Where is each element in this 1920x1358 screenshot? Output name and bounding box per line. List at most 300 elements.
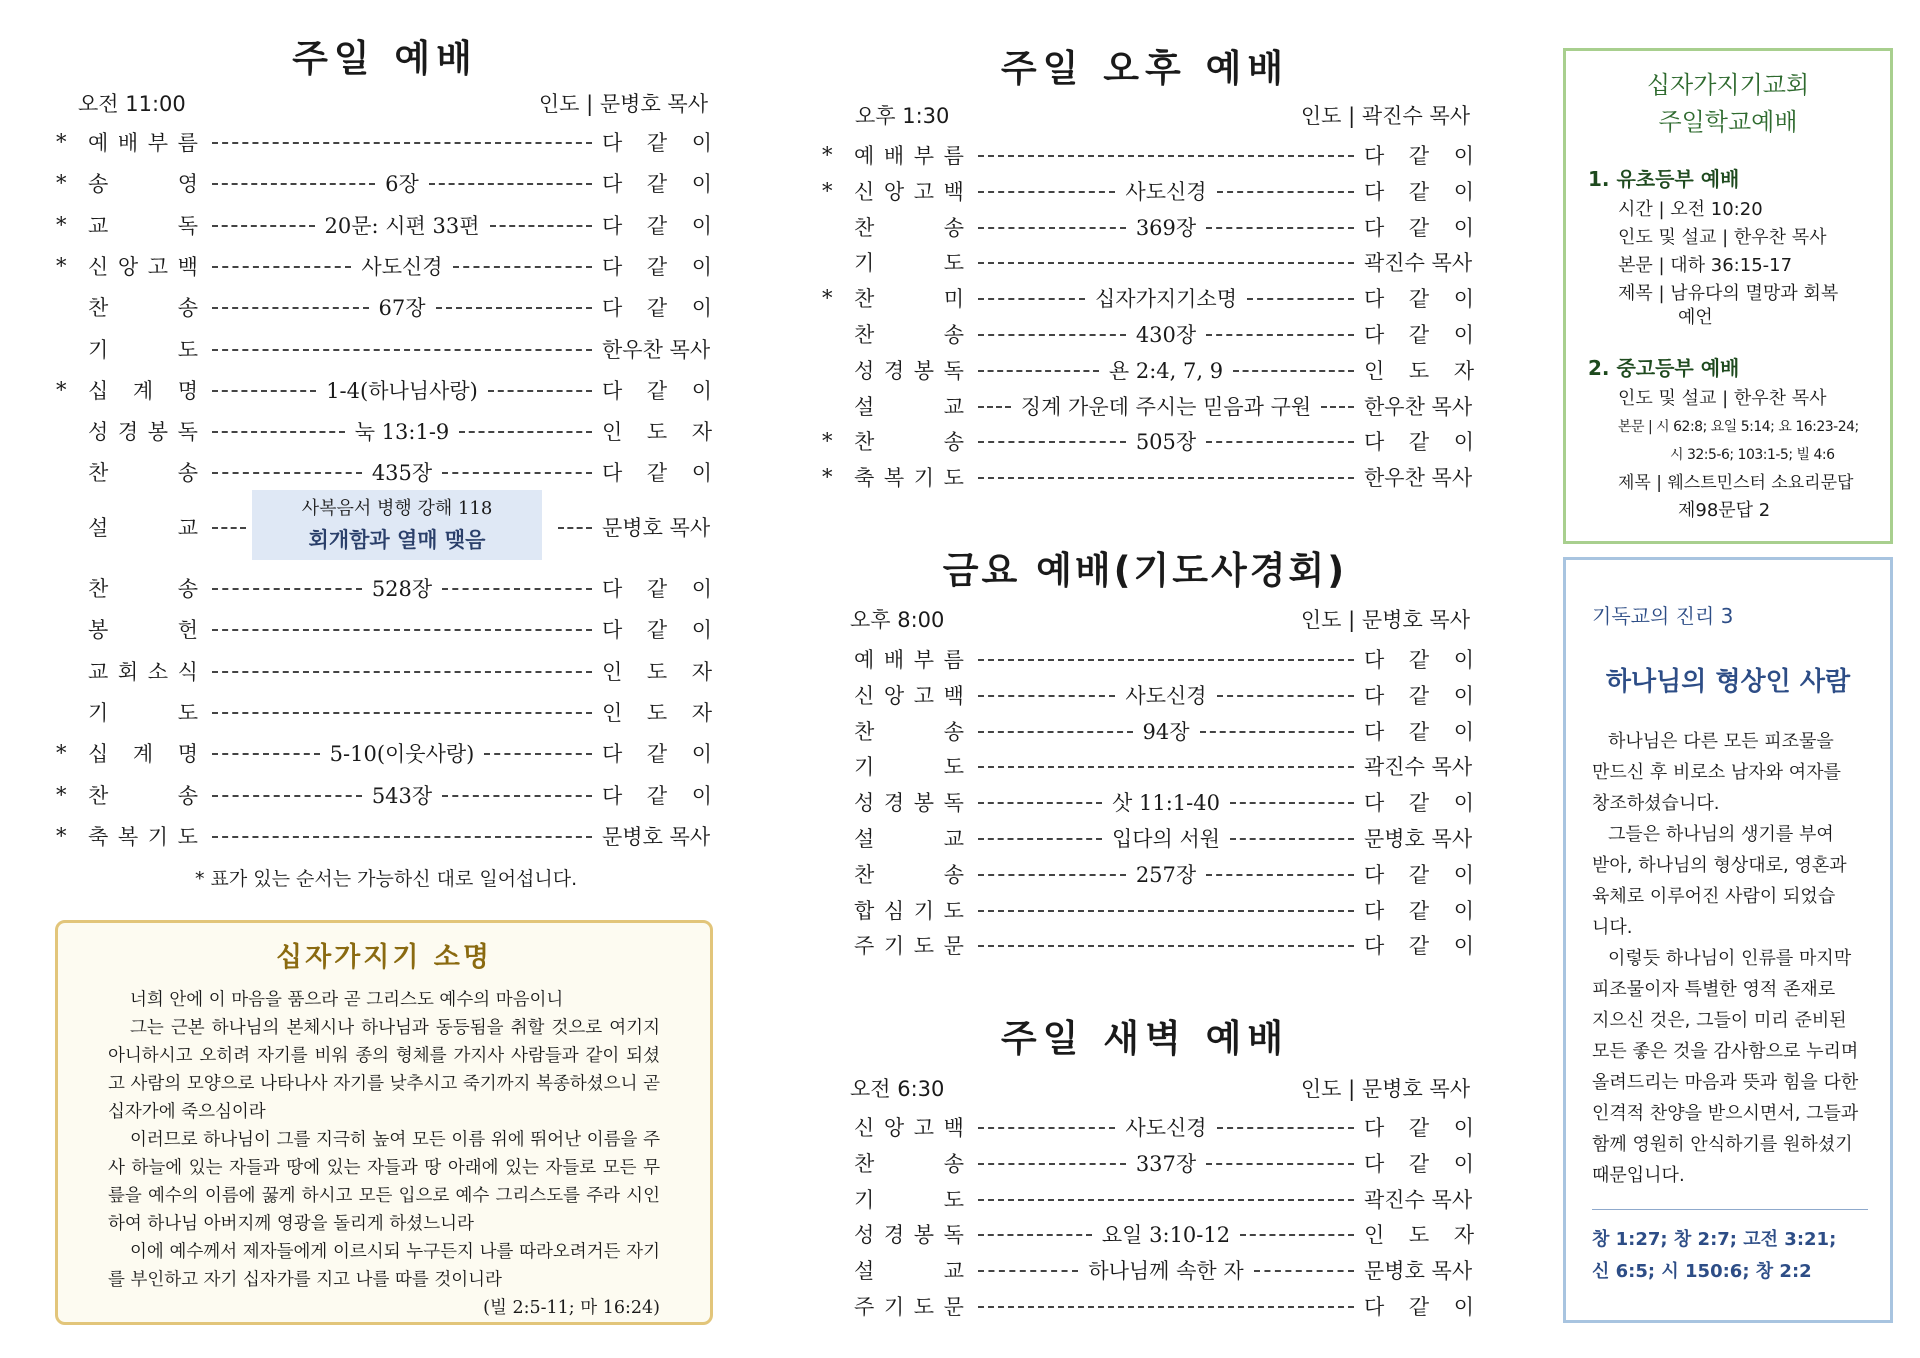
order-performer: 다 같 이 xyxy=(602,783,712,808)
order-item xyxy=(52,571,712,605)
dash-line xyxy=(1254,1270,1354,1272)
dash-line xyxy=(978,441,1126,443)
order-leader-line xyxy=(212,210,592,240)
order-leader-line xyxy=(212,457,592,487)
order-label: 찬 미 xyxy=(854,287,964,312)
order-leader-line xyxy=(212,168,592,198)
order-leader-line xyxy=(212,627,592,631)
dash-line xyxy=(978,334,1126,336)
standing-note: * 표가 있는 순서는 가능하신 대로 일어섭니다. xyxy=(195,868,578,890)
school-line: 제98문답 2 xyxy=(1678,500,1771,521)
order-item xyxy=(818,1182,1474,1216)
order-leader-line xyxy=(978,319,1354,349)
order-content: 사도신경 xyxy=(1125,179,1207,204)
order-item xyxy=(52,332,712,366)
school-line: 제목 | 남유다의 멸망과 회복 xyxy=(1618,283,1839,304)
order-item xyxy=(52,290,712,324)
order-content: 사도신경 xyxy=(1125,1116,1207,1140)
standing-mark: * xyxy=(56,823,67,848)
truth-line: 올려드리는 마음과 뜻과 힘을 다한 xyxy=(1592,1072,1859,1093)
sunday-meta xyxy=(78,88,708,118)
dash-line xyxy=(1200,731,1354,733)
dash-line xyxy=(1321,406,1354,408)
order-label: 기 도 xyxy=(854,755,964,780)
order-performer: 문병호 목사 xyxy=(602,516,711,540)
order-performer: 다 같 이 xyxy=(1364,179,1474,204)
order-content: 6장 xyxy=(385,172,419,197)
dash-line xyxy=(1247,298,1354,300)
order-label: 찬 송 xyxy=(854,215,964,240)
dash-line xyxy=(978,731,1133,733)
truth-line: 니다. xyxy=(1592,917,1633,938)
order-leader-line xyxy=(212,292,592,322)
school-section-2-title: 2. 중고등부 예배 xyxy=(1588,356,1740,380)
dawn-time: 오전 6:30 xyxy=(850,1077,945,1101)
dash-line xyxy=(1233,370,1354,372)
order-performer: 다 같 이 xyxy=(602,378,712,403)
order-item xyxy=(818,821,1474,855)
dash-line xyxy=(1206,227,1354,229)
order-performer: 다 같 이 xyxy=(602,254,712,279)
dash-line xyxy=(1230,802,1354,804)
afternoon-meta xyxy=(855,100,1470,130)
order-performer: 인 도 자 xyxy=(1364,358,1474,383)
truth-line: 때문입니다. xyxy=(1592,1165,1685,1186)
dash-line xyxy=(978,659,1354,661)
dash-line xyxy=(212,712,592,714)
standing-mark: * xyxy=(822,429,833,454)
school-line: 본문 | 대하 36:15-17 xyxy=(1618,255,1793,276)
order-performer: 곽진수 목사 xyxy=(1364,1187,1473,1212)
dash-line xyxy=(212,795,362,797)
order-item xyxy=(818,138,1474,172)
dawn-title: 주일 새벽 예배 xyxy=(1000,1017,1290,1060)
order-item xyxy=(52,373,712,407)
dash-line xyxy=(978,838,1102,840)
order-item xyxy=(818,857,1474,891)
order-item xyxy=(818,389,1474,423)
order-leader-line xyxy=(978,859,1354,889)
afternoon-time: 오후 1:30 xyxy=(855,104,950,128)
order-item xyxy=(818,678,1474,712)
order-label: 교 회 소 식 xyxy=(88,659,198,684)
order-performer: 한우찬 목사 xyxy=(1364,394,1473,419)
dash-line xyxy=(1206,1163,1354,1165)
order-item xyxy=(818,174,1474,208)
order-item xyxy=(818,642,1474,676)
order-label: 기 도 xyxy=(854,251,964,276)
order-performer: 다 같 이 xyxy=(602,131,712,155)
dash-line xyxy=(978,1199,1354,1201)
dash-line xyxy=(212,349,592,351)
order-item xyxy=(52,414,712,448)
order-label: 십 계 명 xyxy=(88,742,198,767)
order-label: 성 경 봉 독 xyxy=(854,358,964,383)
dash-line xyxy=(1217,191,1354,193)
order-content: 435장 xyxy=(371,461,433,486)
dash-line xyxy=(212,836,592,838)
dash-line xyxy=(212,753,320,755)
dash-line xyxy=(212,142,592,144)
order-leader-line xyxy=(212,347,592,351)
school-section-1 xyxy=(1566,196,1890,332)
order-label: 성 경 봉 독 xyxy=(854,791,964,816)
order-label: 주 기 도 문 xyxy=(854,1295,964,1319)
order-item xyxy=(818,928,1474,962)
calling-paragraph: 그는 근본 하나님의 본체시나 하나님과 동등됨을 취할 것으로 여기지 아니하시고 오히려 자기를 비워 종의 형체를 가지사 사람들과 같이 되셨고 사람의 모양으로 나타나사 자기를 낮추시고 죽기까지 복종하셨으니 곧 십자가에 죽으심이라 xyxy=(108,1018,660,1122)
order-leader-line xyxy=(212,669,592,673)
order-item xyxy=(52,695,712,729)
truth-refs-line: 창 1:27; 창 2:7; 고전 3:21; xyxy=(1592,1229,1837,1250)
order-content: 사도신경 xyxy=(1125,683,1207,708)
truth-subtitle: 기독교의 진리 3 xyxy=(1592,604,1734,628)
order-label: 찬 송 xyxy=(854,323,964,347)
order-leader-line xyxy=(212,416,592,446)
dash-line xyxy=(1217,1127,1354,1129)
school-section-1-title: 1. 유초등부 예배 xyxy=(1588,167,1740,191)
standing-mark: * xyxy=(822,178,833,203)
sunday-school-box xyxy=(1563,48,1893,544)
dash-line xyxy=(1206,441,1354,443)
order-item xyxy=(818,893,1474,927)
order-content: 543장 xyxy=(371,783,433,808)
dash-line xyxy=(212,588,362,590)
order-performer: 한우찬 목사 xyxy=(1364,466,1473,491)
standing-mark: * xyxy=(822,143,833,167)
order-performer: 문병호 목사 xyxy=(1364,827,1473,851)
dash-line xyxy=(978,262,1354,264)
order-item xyxy=(818,1253,1474,1287)
order-performer: 다 같 이 xyxy=(1364,862,1474,887)
order-label: 예 배 부 름 xyxy=(854,648,964,672)
order-leader-line xyxy=(978,260,1354,264)
school-line: 인도 및 설교 | 한우찬 목사 xyxy=(1618,388,1827,409)
friday-meta xyxy=(850,604,1470,634)
order-content: 257장 xyxy=(1135,862,1197,887)
truth-box xyxy=(1563,557,1893,1323)
school-line: 예언 xyxy=(1678,307,1713,328)
order-label: 설 교 xyxy=(854,394,964,419)
order-leader-line xyxy=(212,573,592,603)
dash-line xyxy=(978,910,1354,912)
school-line: 인도 및 설교 | 한우찬 목사 xyxy=(1618,227,1827,248)
order-item xyxy=(818,281,1474,315)
order-performer: 문병호 목사 xyxy=(1364,1259,1473,1284)
order-performer: 다 같 이 xyxy=(602,296,712,321)
order-leader-line xyxy=(978,787,1354,817)
order-leader-line xyxy=(978,283,1354,313)
dash-line xyxy=(212,225,315,227)
order-label: 찬 송 xyxy=(88,461,198,486)
dash-line xyxy=(484,753,592,755)
afternoon-title: 주일 오후 예배 xyxy=(1000,47,1290,90)
order-content: 1-4(하나님사랑) xyxy=(326,378,478,403)
order-item xyxy=(818,1110,1474,1144)
dash-line xyxy=(978,370,1099,372)
order-leader-line xyxy=(978,1219,1354,1249)
order-performer: 다 같 이 xyxy=(1364,719,1474,744)
order-performer: 인 도 자 xyxy=(602,659,712,684)
dash-line xyxy=(212,472,362,474)
order-item xyxy=(818,245,1474,279)
dash-line xyxy=(978,155,1354,157)
order-leader-line xyxy=(978,1304,1354,1308)
sunday-title: 주일 예배 xyxy=(292,37,478,80)
order-item xyxy=(818,317,1474,351)
dash-line xyxy=(459,431,592,433)
order-performer: 다 같 이 xyxy=(1364,1151,1474,1176)
dash-line xyxy=(1240,1234,1354,1236)
order-label: 찬 송 xyxy=(88,783,198,808)
order-content: 67장 xyxy=(378,296,426,321)
dash-line xyxy=(442,588,592,590)
order-content: 사도신경 xyxy=(361,254,443,279)
truth-line: 피조물이자 특별한 영적 존재로 xyxy=(1592,979,1836,1000)
order-performer: 다 같 이 xyxy=(1364,683,1474,708)
order-performer: 다 같 이 xyxy=(602,213,712,238)
dash-line xyxy=(1206,874,1354,876)
order-performer: 곽진수 목사 xyxy=(1364,755,1473,780)
order-item xyxy=(818,1146,1474,1180)
order-item xyxy=(52,455,712,489)
truth-line: 이렇듯 하나님이 인류를 마지막 xyxy=(1608,948,1852,969)
order-item xyxy=(52,819,712,853)
dash-line xyxy=(978,227,1126,229)
standing-mark: * xyxy=(822,465,833,490)
sunday-time: 오전 11:00 xyxy=(78,92,186,116)
order-content: 528장 xyxy=(371,577,433,601)
order-item xyxy=(818,714,1474,748)
order-label: 신 앙 고 백 xyxy=(88,254,198,279)
standing-mark: * xyxy=(56,253,67,278)
order-leader-line xyxy=(212,251,592,281)
order-performer: 다 같 이 xyxy=(1364,648,1474,672)
order-content: 505장 xyxy=(1135,430,1197,455)
dash-line xyxy=(429,183,592,185)
order-label: 예 배 부 름 xyxy=(854,144,964,168)
order-content: 십자가지기소명 xyxy=(1095,287,1238,312)
order-leader-line xyxy=(978,943,1354,947)
order-label: 신 앙 고 백 xyxy=(854,683,964,708)
dash-line xyxy=(442,472,592,474)
order-leader-line xyxy=(212,738,592,768)
standing-mark: * xyxy=(56,741,67,766)
order-label: 신 앙 고 백 xyxy=(854,1116,964,1140)
calling-paragraph: 이에 예수께서 제자들에게 이르시되 누구든지 나를 따라오려거든 자기를 부인하고 자기 십자가를 지고 나를 따를 것이니라 xyxy=(108,1242,660,1290)
order-label: 기 도 xyxy=(854,1187,964,1212)
order-content: 요일 3:10-12 xyxy=(1101,1223,1231,1248)
dash-line xyxy=(978,1306,1354,1308)
dash-line xyxy=(212,183,375,185)
order-label: 성 경 봉 독 xyxy=(88,420,198,445)
order-leader-line xyxy=(212,140,592,144)
order-performer: 인 도 자 xyxy=(1364,1223,1474,1248)
school-line: 제목 | 웨스트민스터 소요리문답 xyxy=(1618,473,1854,493)
order-label: 축 복 기 도 xyxy=(88,824,198,849)
order-leader-line xyxy=(978,657,1354,661)
order-leader-line xyxy=(978,908,1354,912)
order-content: 337장 xyxy=(1135,1151,1197,1176)
order-leader-line xyxy=(978,1197,1354,1201)
dash-line xyxy=(978,874,1126,876)
order-label: 찬 송 xyxy=(854,430,964,455)
order-leader-line xyxy=(978,1148,1354,1178)
order-label: 설 교 xyxy=(854,1259,964,1284)
order-leader-line xyxy=(978,764,1354,768)
order-content: 눅 13:1-9 xyxy=(354,420,450,445)
calling-title: 십자가지기 소명 xyxy=(276,942,492,973)
sermon-series: 사복음서 병행 강해 118 xyxy=(301,498,493,519)
order-leader-line xyxy=(212,710,592,714)
order-performer: 다 같 이 xyxy=(1364,898,1474,923)
dash-line xyxy=(978,802,1102,804)
order-label: 설 교 xyxy=(88,516,198,540)
dash-line xyxy=(978,1127,1115,1129)
order-label: 기 도 xyxy=(88,700,198,725)
order-performer: 한우찬 목사 xyxy=(602,337,711,362)
order-label: 찬 송 xyxy=(854,862,964,887)
dash-line xyxy=(558,527,592,529)
dash-line xyxy=(212,671,592,673)
order-label: 송 영 xyxy=(88,172,198,197)
dash-line xyxy=(212,266,351,268)
order-leader-line xyxy=(978,153,1354,157)
order-item xyxy=(818,1217,1474,1251)
order-leader-line xyxy=(978,680,1354,710)
dash-line xyxy=(212,431,345,433)
order-leader-line xyxy=(978,355,1354,385)
calling-reference: (빌 2:5-11; 마 16:24) xyxy=(483,1298,660,1318)
truth-line: 인격적 찬양을 받으시면서, 그들과 xyxy=(1592,1103,1859,1124)
order-item xyxy=(818,353,1474,387)
order-label: 찬 송 xyxy=(854,1151,964,1176)
dash-line xyxy=(978,695,1115,697)
order-content: 하나님께 속한 자 xyxy=(1088,1259,1244,1284)
standing-mark: * xyxy=(56,212,67,237)
order-leader-line xyxy=(978,823,1354,853)
truth-line: 육체로 이루어진 사람이 되었습 xyxy=(1592,886,1836,907)
order-leader-line xyxy=(212,375,592,405)
truth-line: 만드신 후 비로소 남자와 여자를 xyxy=(1592,762,1841,783)
truth-line: 함께 영원히 안식하기를 원하셨기 xyxy=(1592,1134,1853,1155)
order-performer: 다 같 이 xyxy=(1364,215,1474,240)
dash-line xyxy=(978,945,1354,947)
school-section-2 xyxy=(1566,385,1890,525)
order-content: 삿 11:1-40 xyxy=(1112,791,1220,816)
order-performer: 다 같 이 xyxy=(602,461,712,486)
school-line: 본문 | 시 62:8; 요일 5:14; 요 16:23-24; xyxy=(1618,419,1859,435)
order-leader-line xyxy=(212,780,592,810)
order-leader-line xyxy=(978,1255,1354,1285)
standing-mark: * xyxy=(822,286,833,311)
order-content: 징계 가운데 주시는 믿음과 구원 xyxy=(1020,394,1312,419)
calling-box xyxy=(55,920,713,1325)
truth-line: 하나님은 다른 모든 피조물을 xyxy=(1608,731,1834,752)
dash-line xyxy=(978,1270,1078,1272)
dawn-meta xyxy=(850,1073,1470,1103)
order-performer: 다 같 이 xyxy=(1364,791,1474,816)
truth-line: 모든 좋은 것을 감사함으로 누리며 xyxy=(1592,1041,1859,1062)
sermon-title-box xyxy=(252,490,542,560)
dash-line xyxy=(488,390,592,392)
order-item xyxy=(52,208,712,242)
dawn-leader: 인도 | 문병호 목사 xyxy=(1300,1077,1470,1101)
dash-line xyxy=(978,477,1354,479)
order-leader-line xyxy=(978,176,1354,206)
dash-line xyxy=(978,406,1011,408)
order-item xyxy=(52,654,712,688)
dash-line xyxy=(490,225,592,227)
order-label: 교 독 xyxy=(88,213,198,238)
dash-line xyxy=(212,307,369,309)
truth-refs-line: 신 6:5; 시 150:6; 창 2:2 xyxy=(1592,1261,1812,1282)
order-label: 설 교 xyxy=(854,827,964,851)
friday-leader: 인도 | 문병호 목사 xyxy=(1300,608,1470,632)
calling-text xyxy=(58,974,710,1322)
order-item xyxy=(818,424,1474,458)
dash-line xyxy=(1230,838,1354,840)
order-label: 봉 헌 xyxy=(88,618,198,643)
standing-mark: * xyxy=(56,171,67,196)
order-item xyxy=(52,249,712,283)
order-performer: 다 같 이 xyxy=(1364,934,1474,959)
dash-line xyxy=(1206,334,1354,336)
truth-refs xyxy=(1566,1210,1890,1288)
order-leader-line xyxy=(978,212,1354,242)
order-leader-line xyxy=(978,716,1354,746)
standing-mark: * xyxy=(56,782,67,807)
dash-line xyxy=(212,527,246,529)
order-performer: 다 같 이 xyxy=(602,577,712,601)
order-label: 찬 송 xyxy=(854,719,964,744)
order-leader-line xyxy=(212,834,592,838)
order-performer: 다 같 이 xyxy=(1364,287,1474,312)
order-performer: 다 같 이 xyxy=(1364,430,1474,455)
order-content: 369장 xyxy=(1135,215,1197,240)
school-title-service: 주일학교예배 xyxy=(1658,108,1798,136)
order-performer: 다 같 이 xyxy=(1364,1295,1474,1319)
order-performer: 인 도 자 xyxy=(602,420,712,445)
dash-line xyxy=(1217,695,1354,697)
truth-line: 창조하셨습니다. xyxy=(1592,793,1720,814)
order-label: 합 심 기 도 xyxy=(854,898,964,923)
order-item xyxy=(52,612,712,646)
order-performer: 문병호 목사 xyxy=(602,824,711,849)
truth-title: 하나님의 형상인 사람 xyxy=(1605,667,1851,697)
order-item xyxy=(818,460,1474,494)
afternoon-leader: 인도 | 곽진수 목사 xyxy=(1300,104,1470,128)
order-label: 성 경 봉 독 xyxy=(854,1223,964,1248)
order-item xyxy=(52,166,712,200)
order-label: 기 도 xyxy=(88,337,198,362)
order-content: 94장 xyxy=(1142,719,1190,744)
calling-paragraph: 너희 안에 이 마음을 품으라 곧 그리스도 예수의 마음이니 xyxy=(130,990,564,1010)
friday-title: 금요 예배(기도사경회) xyxy=(942,549,1348,592)
order-performer: 인 도 자 xyxy=(602,700,712,725)
order-performer: 다 같 이 xyxy=(1364,1116,1474,1140)
friday-time: 오후 8:00 xyxy=(850,608,945,632)
dash-line xyxy=(442,795,592,797)
standing-mark: * xyxy=(56,377,67,402)
truth-line: 받아, 하나님의 형상대로, 영혼과 xyxy=(1592,855,1847,876)
order-item xyxy=(818,749,1474,783)
dash-line xyxy=(978,191,1115,193)
order-label: 찬 송 xyxy=(88,296,198,321)
standing-mark: * xyxy=(56,130,67,154)
order-content: 20문: 시편 33편 xyxy=(324,213,480,238)
sermon-title: 회개함과 열매 맺음 xyxy=(308,528,486,552)
order-content: 입다의 서원 xyxy=(1111,827,1221,851)
